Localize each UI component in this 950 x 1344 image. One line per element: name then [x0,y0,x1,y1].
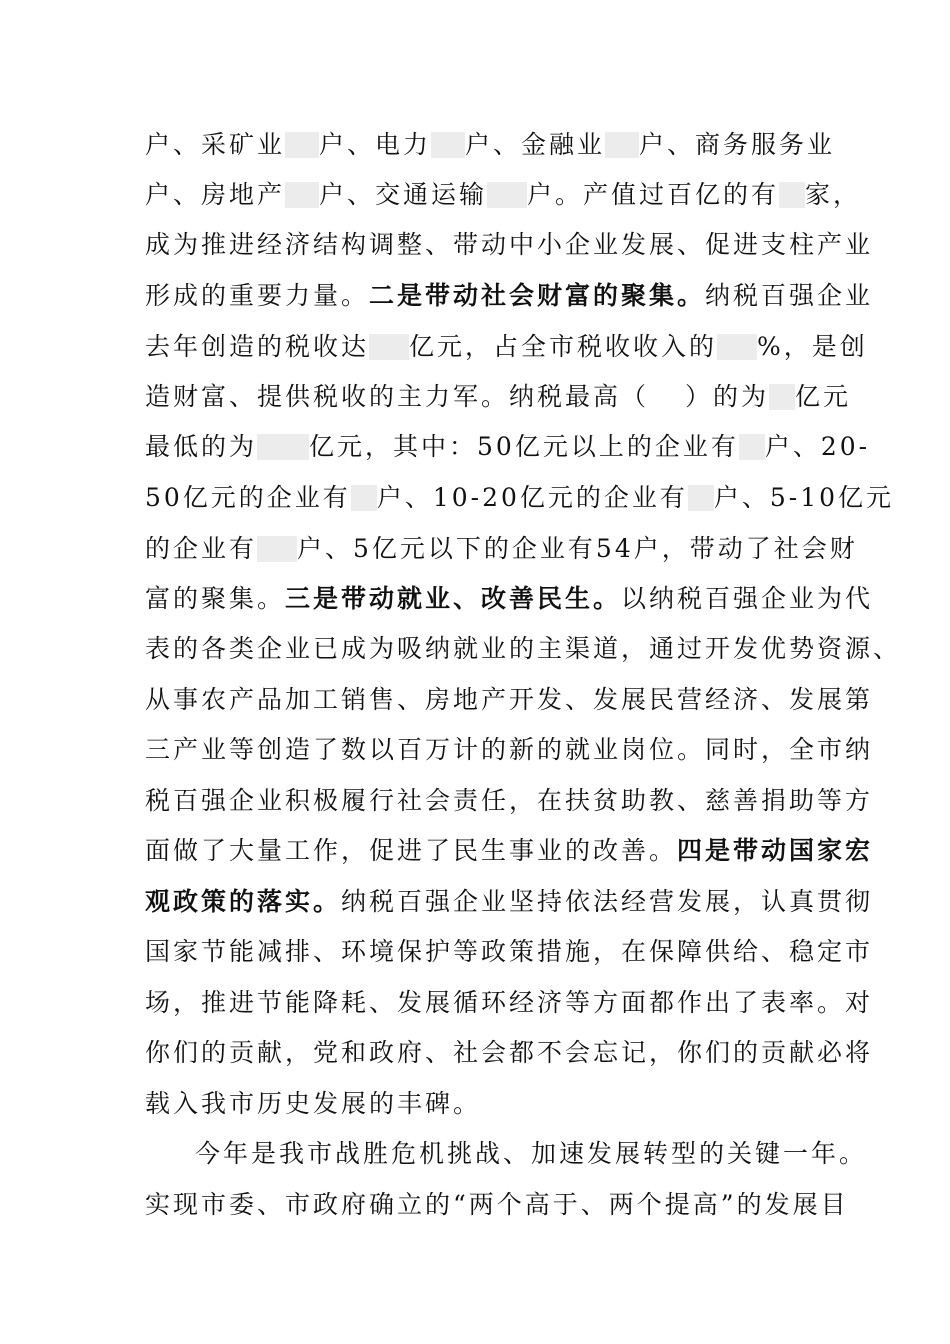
text-segment: 成为推进经济结构调整、带动中小企业发展、促进支柱产业 [145,230,874,259]
text-line-20 [145,1087,481,1121]
text-segment: 表的各类企业已成为吸纳就业的主渠道，通过开发优势资源、 [145,634,902,663]
redacted-blank [688,485,714,511]
text-segment: 亿元 [795,382,852,411]
text-line-7 [145,430,870,464]
redacted-blank [431,132,465,158]
text-line-19 [145,1036,873,1070]
text-line-16 [145,885,873,919]
text-segment: 最低的为 [145,432,258,461]
text-line-8 [145,481,894,515]
text-line-5 [145,330,868,364]
bold-heading: 二是带动社会财富的聚集。 [369,281,706,310]
redacted-blank [369,334,409,360]
text-segment: 户、电力 [319,130,432,159]
text-segment: 的企业有 [145,534,258,563]
text-segment: 50亿元的企业有 [145,483,351,512]
text-segment: 纳税百强企业 [705,281,874,310]
text-segment: 场，推进节能降耗、发展循环经济等方面都作出了表率。对 [145,988,874,1017]
text-line-11 [145,632,901,666]
text-line-1 [145,128,835,162]
text-segment: 户、5-10亿元 [713,483,895,512]
text-segment: 面做了大量工作，促进了民生事业的改善。 [145,836,678,865]
text-segment: 户、金融业 [465,130,606,159]
text-line-12 [145,683,873,717]
redacted-blank [605,132,639,158]
text-line-15 [145,834,873,868]
redacted-blank [351,485,377,511]
bold-heading: 观政策的落实。 [145,887,342,916]
redacted-blank [487,182,527,208]
text-line-18 [145,986,873,1020]
text-segment: 户、房地产 [145,180,286,209]
redacted-blank [285,182,319,208]
text-segment: 户、5亿元以下的企业有54户，带动了社会财 [297,534,858,563]
text-line-3 [145,228,873,262]
text-segment: 去年创造的税收达 [145,332,370,361]
text-segment: 户、20- [764,432,871,461]
text-segment: ）的为 [685,382,770,411]
text-segment: 国家节能减排、环境保护等政策措施，在保障供给、稳定市 [145,937,874,966]
text-segment: 从事农产品加工销售、房地产开发、发展民营经济、发展第 [145,685,874,714]
text-segment: 亿元，占全市税收收入的 [409,332,718,361]
bold-heading: 三是带动就业、改善民生。 [285,584,622,613]
text-segment: 纳税百强企业坚持依法经营发展，认真贯彻 [341,887,874,916]
text-line-10 [145,582,873,616]
text-segment: 今年是我市战胜危机挑战、加速发展转型的关键一年。 [195,1139,868,1168]
text-line-21 [195,1137,867,1171]
text-line-17 [145,935,873,969]
text-line-2 [145,178,861,212]
redacted-blank [769,384,795,410]
text-segment: 户、商务服务业 [639,130,836,159]
text-segment: 实现市委、市政府确立的“两个高于、两个提高”的发展目 [145,1190,849,1219]
redacted-blank [257,434,309,460]
text-segment: 户、10-20亿元的企业有 [376,483,688,512]
redacted-blank [257,536,297,562]
text-line-13 [145,733,873,767]
text-segment: 造财富、提供税收的主力军。纳税最高（ [145,382,650,411]
text-line-22 [145,1188,849,1222]
text-segment: %，是创 [757,332,868,361]
text-line-6 [145,380,851,414]
text-segment: 户、采矿业 [145,130,286,159]
redacted-blank [739,434,765,460]
text-segment: 富的聚集。 [145,584,286,613]
text-line-14 [145,784,873,818]
text-segment: 你们的贡献，党和政府、社会都不会忘记，你们的贡献必将 [145,1038,874,1067]
text-segment: 亿元，其中：50亿元以上的企业有 [309,432,739,461]
redacted-blank [285,132,319,158]
bold-heading: 四是带动国家宏 [677,836,874,865]
text-segment: 载入我市历史发展的丰碑。 [145,1089,482,1118]
text-segment: 户。产值过百亿的有 [527,180,780,209]
text-segment: 户、交通运输 [319,180,488,209]
redacted-blank [779,182,805,208]
text-line-4 [145,279,873,313]
text-line-9 [145,532,858,566]
text-segment: 三产业等创造了数以百万计的新的就业岗位。同时，全市纳 [145,735,874,764]
text-segment: 形成的重要力量。 [145,281,370,310]
text-segment: 税百强企业积极履行社会责任，在扶贫助教、慈善捐助等方 [145,786,874,815]
text-segment: 家， [805,180,862,209]
text-segment: 以纳税百强企业为代 [621,584,874,613]
redacted-blank [717,334,757,360]
